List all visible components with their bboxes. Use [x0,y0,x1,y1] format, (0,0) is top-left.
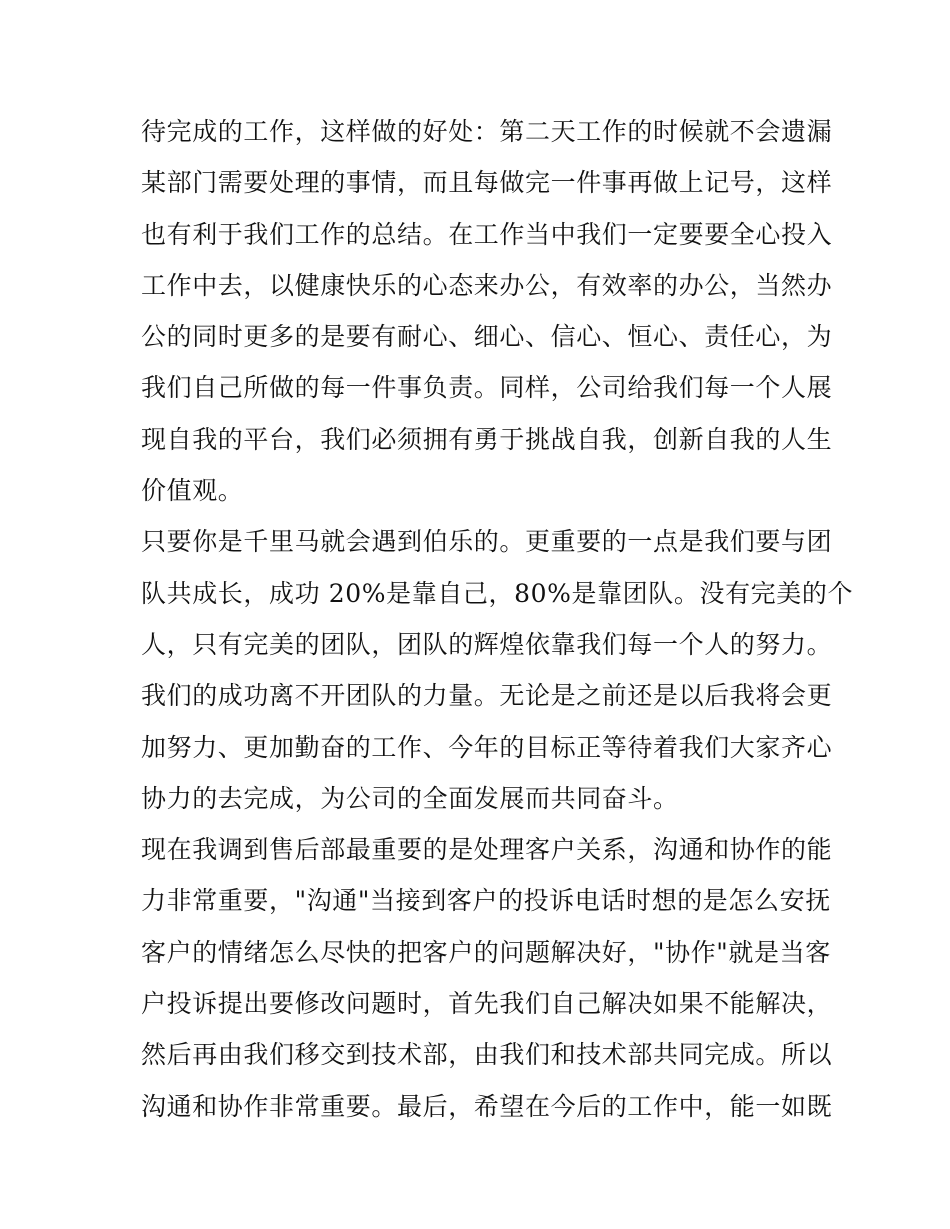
text-line: 现自我的平台，我们必须拥有勇于挑战自我，创新自我的人生 [141,424,833,454]
text-line: 协力的去完成，为公司的全面发展而共同奋斗。 [141,783,679,813]
text-line: 待完成的工作，这样做的好处：第二天工作的时候就不会遗漏 [141,117,833,146]
text-line: 也有利于我们工作的总结。在工作当中我们一定要要全心投入 [141,219,833,249]
text-line: 队共成长，成功 20%是靠自己，80%是靠团队。没有完美的个 [141,578,854,608]
text-line: 某部门需要处理的事情，而且每做完一件事再做上记号，这样 [141,168,833,198]
text-line: 公的同时更多的是要有耐心、细心、信心、恒心、责任心，为 [141,322,833,352]
text-line: 我们的成功离不开团队的力量。无论是之前还是以后我将会更 [141,681,833,711]
text-line: 加努力、更加勤奋的工作、今年的目标正等待着我们大家齐心 [141,732,833,762]
text-line: 人，只有完美的团队，团队的辉煌依靠我们每一个人的努力。 [141,629,833,659]
text-line: 力非常重要，"沟通"当接到客户的投诉电话时想的是怎么安抚 [141,886,831,916]
text-line: 户投诉提出要修改问题时，首先我们自己解决如果不能解决， [141,989,833,1019]
text-line: 只要你是千里马就会遇到伯乐的。更重要的一点是我们要与团 [141,527,833,557]
text-line: 现在我调到售后部最重要的是处理客户关系，沟通和协作的能 [141,835,833,865]
text-line: 客户的情绪怎么尽快的把客户的问题解决好，"协作"就是当客 [141,937,831,967]
text-line: 价值观。 [141,476,244,506]
text-line: 我们自己所做的每一件事负责。同样，公司给我们每一个人展 [141,373,833,403]
text-line: 工作中去，以健康快乐的心态来办公，有效率的办公，当然办 [141,270,833,300]
text-line: 然后再由我们移交到技术部，由我们和技术部共同完成。所以 [141,1040,833,1070]
body-text [141,106,854,1132]
text-line: 沟通和协作非常重要。最后，希望在今后的工作中，能一如既 [141,1091,833,1121]
